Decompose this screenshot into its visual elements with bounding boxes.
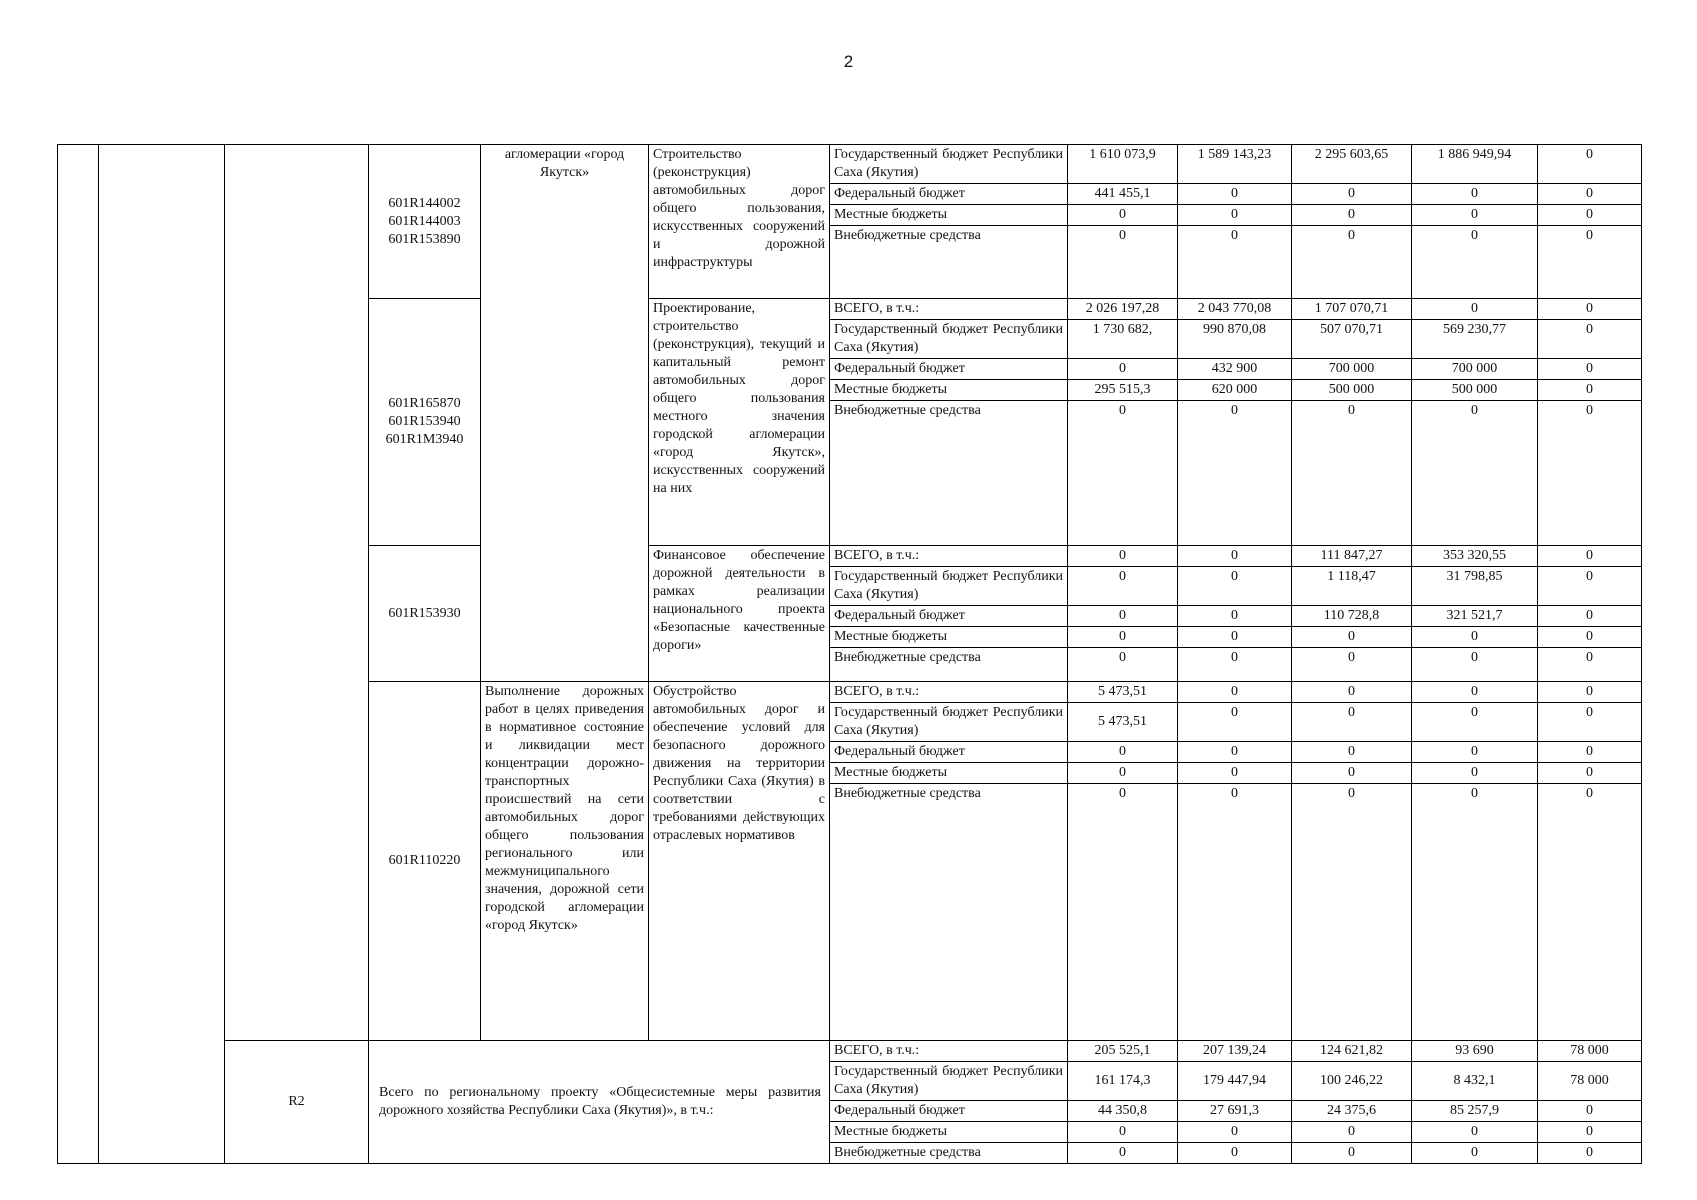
- project-total-title: Всего по региональному проекту «Общесистемные меры развития дорожного хозяйства Республики Саха (Якутия)», в т.ч.:: [369, 1041, 830, 1164]
- value-cell: 0: [1178, 682, 1292, 703]
- value-cell: 0: [1412, 205, 1538, 226]
- value-cell: 0: [1292, 742, 1412, 763]
- value-cell: 569 230,77: [1412, 320, 1538, 359]
- value-cell: 321 521,7: [1412, 606, 1538, 627]
- value-cell: 0: [1178, 401, 1292, 546]
- source-label: ВСЕГО, в т.ч.:: [830, 1041, 1068, 1062]
- source-label: Федеральный бюджет: [830, 184, 1068, 205]
- activity-name: Строительство (реконструкция) автомобильных дорог общего пользования, искусственных сооружений и дорожной инфраструктуры: [649, 145, 830, 299]
- value-cell: 0: [1538, 299, 1642, 320]
- value-cell: 0: [1068, 1143, 1178, 1164]
- value-cell: 0: [1538, 567, 1642, 606]
- value-cell: 0: [1178, 703, 1292, 742]
- table-row: [58, 1041, 1642, 1062]
- value-cell: 0: [1412, 682, 1538, 703]
- value-cell: 0: [1412, 742, 1538, 763]
- blank-col-2: [99, 145, 225, 1164]
- value-cell: 31 798,85: [1412, 567, 1538, 606]
- value-cell: 0: [1538, 703, 1642, 742]
- value-cell: 0: [1068, 784, 1178, 1041]
- value-cell: 353 320,55: [1412, 546, 1538, 567]
- value-cell: 0: [1178, 184, 1292, 205]
- page-number: 2: [843, 52, 854, 71]
- value-cell: 0: [1412, 648, 1538, 682]
- project-code: R2: [225, 1041, 369, 1164]
- value-cell: 620 000: [1178, 380, 1292, 401]
- value-cell: 0: [1538, 226, 1642, 299]
- value-cell: 1 886 949,94: [1412, 145, 1538, 184]
- value-cell: 0: [1068, 648, 1178, 682]
- value-cell: 0: [1292, 401, 1412, 546]
- value-cell: 0: [1178, 546, 1292, 567]
- value-cell: 0: [1178, 606, 1292, 627]
- value-cell: 0: [1068, 627, 1178, 648]
- value-cell: 0: [1538, 184, 1642, 205]
- value-cell: 0: [1538, 627, 1642, 648]
- source-label: ВСЕГО, в т.ч.:: [830, 546, 1068, 567]
- value-cell: 111 847,27: [1292, 546, 1412, 567]
- source-label: Внебюджетные средства: [830, 648, 1068, 682]
- value-cell: 0: [1412, 627, 1538, 648]
- value-cell: 8 432,1: [1412, 1062, 1538, 1101]
- value-cell: 0: [1292, 1122, 1412, 1143]
- value-cell: 0: [1412, 226, 1538, 299]
- source-label: Местные бюджеты: [830, 1122, 1068, 1143]
- value-cell: 0: [1538, 359, 1642, 380]
- value-cell: 5 473,51: [1068, 703, 1178, 742]
- value-cell: 0: [1178, 226, 1292, 299]
- value-cell: 5 473,51: [1068, 682, 1178, 703]
- value-cell: 0: [1292, 205, 1412, 226]
- value-cell: 0: [1538, 784, 1642, 1041]
- value-cell: 205 525,1: [1068, 1041, 1178, 1062]
- value-cell: 0: [1292, 184, 1412, 205]
- value-cell: 124 621,82: [1292, 1041, 1412, 1062]
- value-cell: 0: [1412, 763, 1538, 784]
- value-cell: 100 246,22: [1292, 1062, 1412, 1101]
- value-cell: 0: [1178, 763, 1292, 784]
- value-cell: 0: [1068, 205, 1178, 226]
- activity-name: Обустройство автомобильных дорог и обеспечение условий для безопасного дорожного движения на территории Республики Саха (Якутия) в соответствии с требованиями действующих отраслевых нормативов: [649, 682, 830, 1041]
- value-cell: 0: [1178, 627, 1292, 648]
- value-cell: 0: [1292, 226, 1412, 299]
- value-cell: 0: [1538, 606, 1642, 627]
- value-cell: 1 707 070,71: [1292, 299, 1412, 320]
- value-cell: 0: [1412, 401, 1538, 546]
- value-cell: 0: [1412, 184, 1538, 205]
- value-cell: 0: [1068, 1122, 1178, 1143]
- value-cell: 0: [1292, 703, 1412, 742]
- value-cell: 2 026 197,28: [1068, 299, 1178, 320]
- measure-name: Выполнение дорожных работ в целях приведения в нормативное состояние и ликвидации мест концентрации дорожно-транспортных происшествий на сети автомобильных дорог общего пользования регионального или межмуниципального значения, дорожной сети городской агломерации «город Якутск»: [481, 682, 649, 1041]
- source-label: Внебюджетные средства: [830, 784, 1068, 1041]
- value-cell: 0: [1292, 763, 1412, 784]
- value-cell: 110 728,8: [1292, 606, 1412, 627]
- value-cell: 0: [1538, 546, 1642, 567]
- value-cell: 0: [1292, 784, 1412, 1041]
- source-label: Внебюджетные средства: [830, 401, 1068, 546]
- value-cell: 1 730 682,: [1068, 320, 1178, 359]
- value-cell: 78 000: [1538, 1062, 1642, 1101]
- value-cell: 24 375,6: [1292, 1101, 1412, 1122]
- value-cell: 500 000: [1412, 380, 1538, 401]
- source-label: ВСЕГО, в т.ч.:: [830, 299, 1068, 320]
- source-label: Федеральный бюджет: [830, 742, 1068, 763]
- value-cell: 0: [1178, 1143, 1292, 1164]
- source-label: Федеральный бюджет: [830, 1101, 1068, 1122]
- table-row: [58, 145, 1642, 184]
- value-cell: 1 589 143,23: [1178, 145, 1292, 184]
- value-cell: 0: [1538, 742, 1642, 763]
- value-cell: 0: [1538, 205, 1642, 226]
- value-cell: 432 900: [1178, 359, 1292, 380]
- blank-col-3: [225, 145, 369, 1041]
- value-cell: 0: [1068, 763, 1178, 784]
- value-cell: 0: [1538, 1122, 1642, 1143]
- source-label: Государственный бюджет Республики Саха (Якутия): [830, 1062, 1068, 1101]
- budget-codes: 601R153930: [369, 546, 481, 682]
- value-cell: 2 295 603,65: [1292, 145, 1412, 184]
- value-cell: 93 690: [1412, 1041, 1538, 1062]
- source-label: Местные бюджеты: [830, 627, 1068, 648]
- value-cell: 0: [1068, 226, 1178, 299]
- value-cell: 2 043 770,08: [1178, 299, 1292, 320]
- value-cell: 1 118,47: [1292, 567, 1412, 606]
- value-cell: 0: [1412, 1122, 1538, 1143]
- value-cell: 1 610 073,9: [1068, 145, 1178, 184]
- value-cell: 0: [1068, 742, 1178, 763]
- value-cell: 507 070,71: [1292, 320, 1412, 359]
- value-cell: 179 447,94: [1178, 1062, 1292, 1101]
- value-cell: 0: [1412, 299, 1538, 320]
- budget-codes: 601R144002 601R144003 601R153890: [369, 145, 481, 299]
- value-cell: 0: [1538, 1143, 1642, 1164]
- value-cell: 0: [1412, 1143, 1538, 1164]
- value-cell: 0: [1292, 682, 1412, 703]
- value-cell: 700 000: [1412, 359, 1538, 380]
- value-cell: 78 000: [1538, 1041, 1642, 1062]
- value-cell: 0: [1538, 401, 1642, 546]
- source-label: Местные бюджеты: [830, 205, 1068, 226]
- source-label: Местные бюджеты: [830, 763, 1068, 784]
- value-cell: 207 139,24: [1178, 1041, 1292, 1062]
- value-cell: 500 000: [1292, 380, 1412, 401]
- value-cell: 441 455,1: [1068, 184, 1178, 205]
- budget-table: [57, 144, 1642, 1164]
- value-cell: 990 870,08: [1178, 320, 1292, 359]
- source-label: Внебюджетные средства: [830, 1143, 1068, 1164]
- value-cell: 0: [1412, 703, 1538, 742]
- value-cell: 85 257,9: [1412, 1101, 1538, 1122]
- value-cell: 0: [1538, 648, 1642, 682]
- value-cell: 0: [1538, 682, 1642, 703]
- value-cell: 0: [1068, 401, 1178, 546]
- value-cell: 44 350,8: [1068, 1101, 1178, 1122]
- value-cell: 161 174,3: [1068, 1062, 1178, 1101]
- measure-name: агломерации «город Якутск»: [481, 145, 649, 682]
- source-label: ВСЕГО, в т.ч.:: [830, 682, 1068, 703]
- value-cell: 0: [1292, 627, 1412, 648]
- value-cell: 0: [1068, 567, 1178, 606]
- value-cell: 0: [1538, 145, 1642, 184]
- value-cell: 0: [1538, 763, 1642, 784]
- value-cell: 0: [1538, 1101, 1642, 1122]
- value-cell: 27 691,3: [1178, 1101, 1292, 1122]
- value-cell: 700 000: [1292, 359, 1412, 380]
- source-label: Государственный бюджет Республики Саха (Якутия): [830, 145, 1068, 184]
- value-cell: 0: [1178, 205, 1292, 226]
- blank-col-1: [58, 145, 99, 1164]
- activity-name: Финансовое обеспечение дорожной деятельности в рамках реализации национального проекта «Безопасные качественные дороги»: [649, 546, 830, 682]
- value-cell: 0: [1178, 648, 1292, 682]
- value-cell: 0: [1178, 567, 1292, 606]
- source-label: Местные бюджеты: [830, 380, 1068, 401]
- value-cell: 0: [1178, 1122, 1292, 1143]
- value-cell: 0: [1068, 546, 1178, 567]
- value-cell: 0: [1068, 606, 1178, 627]
- value-cell: 0: [1292, 648, 1412, 682]
- budget-codes: 601R165870 601R153940 601R1M3940: [369, 299, 481, 546]
- budget-codes: 601R110220: [369, 682, 481, 1041]
- value-cell: 0: [1178, 784, 1292, 1041]
- source-label: Внебюджетные средства: [830, 226, 1068, 299]
- value-cell: 0: [1412, 784, 1538, 1041]
- table-body: [58, 145, 1642, 1164]
- source-label: Государственный бюджет Республики Саха (Якутия): [830, 703, 1068, 742]
- value-cell: 0: [1538, 380, 1642, 401]
- value-cell: 0: [1178, 742, 1292, 763]
- value-cell: 0: [1538, 320, 1642, 359]
- activity-name: Проектирование, строительство (реконструкция), текущий и капитальный ремонт автомобильных дорог общего пользования местного значения городской агломерации «город Якутск», искусственных сооружений на них: [649, 299, 830, 546]
- source-label: Государственный бюджет Республики Саха (Якутия): [830, 567, 1068, 606]
- source-label: Государственный бюджет Республики Саха (Якутия): [830, 320, 1068, 359]
- source-label: Федеральный бюджет: [830, 606, 1068, 627]
- value-cell: 0: [1292, 1143, 1412, 1164]
- value-cell: 295 515,3: [1068, 380, 1178, 401]
- value-cell: 0: [1068, 359, 1178, 380]
- source-label: Федеральный бюджет: [830, 359, 1068, 380]
